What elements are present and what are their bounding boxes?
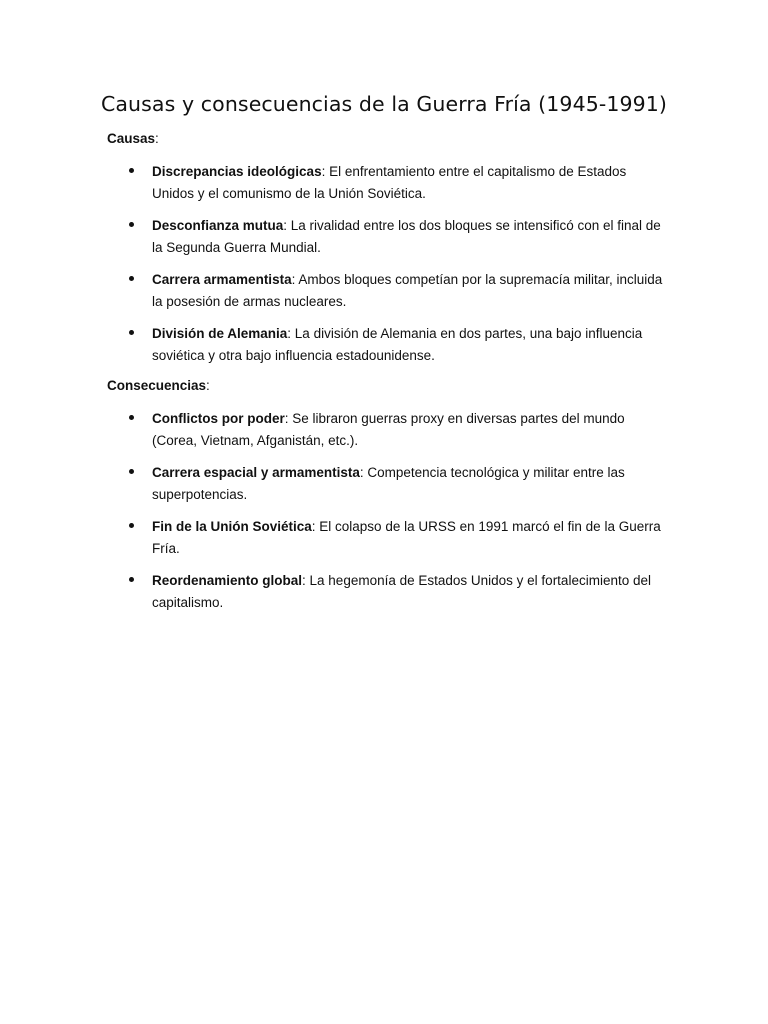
consequences-heading-colon: : (206, 378, 210, 393)
cause-description: : Ambos bloques competían por la supremacía militar, incluida la posesión de armas nucleares. (152, 272, 663, 309)
cause-term: Discrepancias ideológicas (152, 164, 322, 179)
consequence-term: Conflictos por poder (152, 411, 285, 426)
cause-description: : La división de Alemania en dos partes, una bajo influencia soviética y otra bajo influencia estadounidense. (152, 326, 643, 363)
consequence-term: Fin de la Unión Soviética (152, 519, 312, 534)
cause-term: Desconfianza mutua (152, 218, 284, 233)
cause-term: División de Alemania (152, 326, 288, 341)
bullet-icon (129, 469, 134, 474)
causes-list (107, 161, 667, 377)
consequence-term: Reordenamiento global (152, 573, 303, 588)
consequences-list (107, 408, 667, 624)
consequence-description: : Competencia tecnológica y militar entre las superpotencias. (152, 465, 625, 502)
consequences-heading-label: Consecuencias (107, 378, 207, 393)
consequence-description: : Se libraron guerras proxy en diversas partes del mundo (Corea, Vietnam, Afganistán, etc.). (152, 411, 625, 448)
causes-heading (107, 129, 159, 149)
bullet-icon (129, 168, 134, 173)
cause-item-germany-division (107, 323, 667, 367)
causes-heading-label: Causas (107, 131, 156, 146)
consequence-item-space-race (107, 462, 667, 506)
bullet-icon (129, 330, 134, 335)
bullet-icon (129, 415, 134, 420)
causes-heading-colon: : (155, 131, 159, 146)
cause-description: : El enfrentamiento entre el capitalismo de Estados Unidos y el comunismo de la Unión Soviética. (152, 164, 627, 201)
consequence-item-global-reorder (107, 570, 667, 614)
cause-term: Carrera armamentista (152, 272, 292, 287)
document-title: Causas y consecuencias de la Guerra Fría (1945-1991) (100, 92, 668, 116)
cause-description: : La rivalidad entre los dos bloques se intensificó con el final de la Segunda Guerra Mundial. (152, 218, 661, 255)
bullet-icon (129, 577, 134, 582)
consequence-item-proxy-conflicts (107, 408, 667, 452)
consequence-description: : El colapso de la URSS en 1991 marcó el fin de la Guerra Fría. (152, 519, 661, 556)
consequence-item-ussr-end (107, 516, 667, 560)
consequences-heading (107, 376, 210, 396)
bullet-icon (129, 276, 134, 281)
cause-item-mistrust (107, 215, 667, 259)
consequence-description: : La hegemonía de Estados Unidos y el fortalecimiento del capitalismo. (152, 573, 651, 610)
bullet-icon (129, 222, 134, 227)
consequence-term: Carrera espacial y armamentista (152, 465, 360, 480)
bullet-icon (129, 523, 134, 528)
cause-item-ideological (107, 161, 667, 205)
cause-item-arms-race (107, 269, 667, 313)
